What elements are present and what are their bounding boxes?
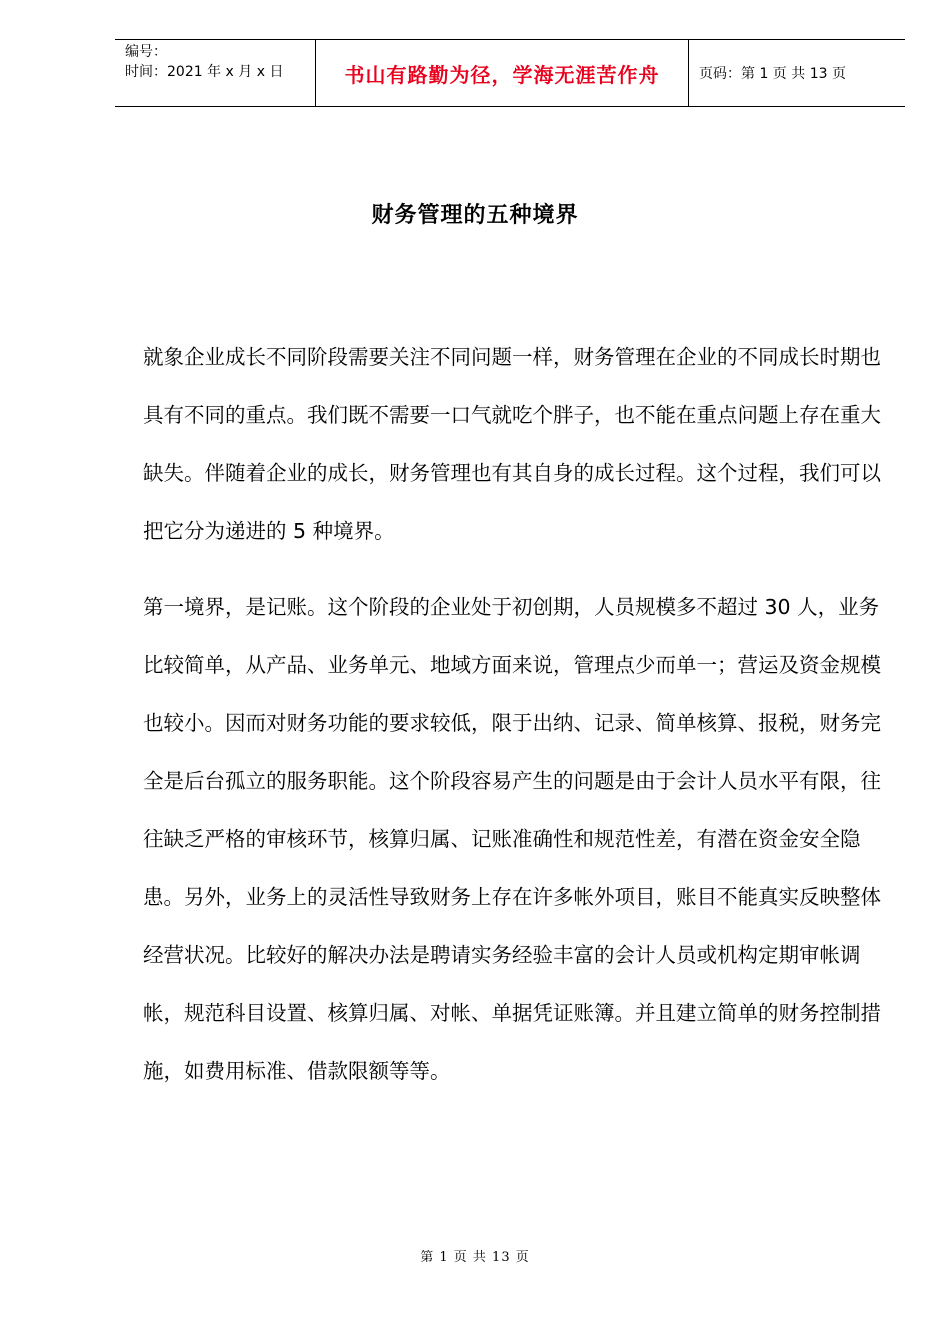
header-page-info: 页码：第 1 页 共 13 页 — [699, 66, 846, 82]
header-divider — [688, 40, 689, 106]
document-number-label: 编号： — [125, 44, 167, 60]
page-footer: 第 1 页 共 13 页 — [420, 1250, 530, 1265]
document-title: 财务管理的五种境界 — [371, 203, 579, 228]
paragraph: 第一境界，是记账。这个阶段的企业处于初创期，人员规模多不超过 30 人，业务比较简单，从产品、业务单元、地域方面来说，管理点少而单一；营运及资金规模也较小。因而对财务功能的要求较低，限于出纳、记录、简单核算、报税，财务完全是后台孤立的服务职能。这个阶段容易产生的问题是由于会计人员水平有限，往往缺乏严格的审核环节，核算归属、记账准确性和规范性差，有潜在资金安全隐患。另外，业务上的灵活性导致财务上存在许多帐外项目，账目不能真实反映整体经营状况。比较好的解决办法是聘请实务经验丰富的会计人员或机构定期审帐调帐，规范科目设置、核算归属、对帐、单据凭证账簿。并且建立简单的财务控制措施，如费用标准、借款限额等等。 — [143, 595, 881, 1083]
page-header — [115, 39, 905, 107]
paragraph: 就象企业成长不同阶段需要关注不同问题一样，财务管理在企业的不同成长时期也具有不同的重点。我们既不需要一口气就吃个胖子，也不能在重点问题上存在重大缺失。伴随着企业的成长，财务管理也有其自身的成长过程。这个过程，我们可以把它分为递进的 5 种境界。 — [143, 345, 881, 543]
header-motto: 书山有路勤为径，学海无涯苦作舟 — [344, 62, 660, 87]
document-body — [143, 328, 888, 1118]
document-time-label: 时间：2021 年 x 月 x 日 — [125, 64, 284, 80]
header-meta — [125, 42, 283, 82]
